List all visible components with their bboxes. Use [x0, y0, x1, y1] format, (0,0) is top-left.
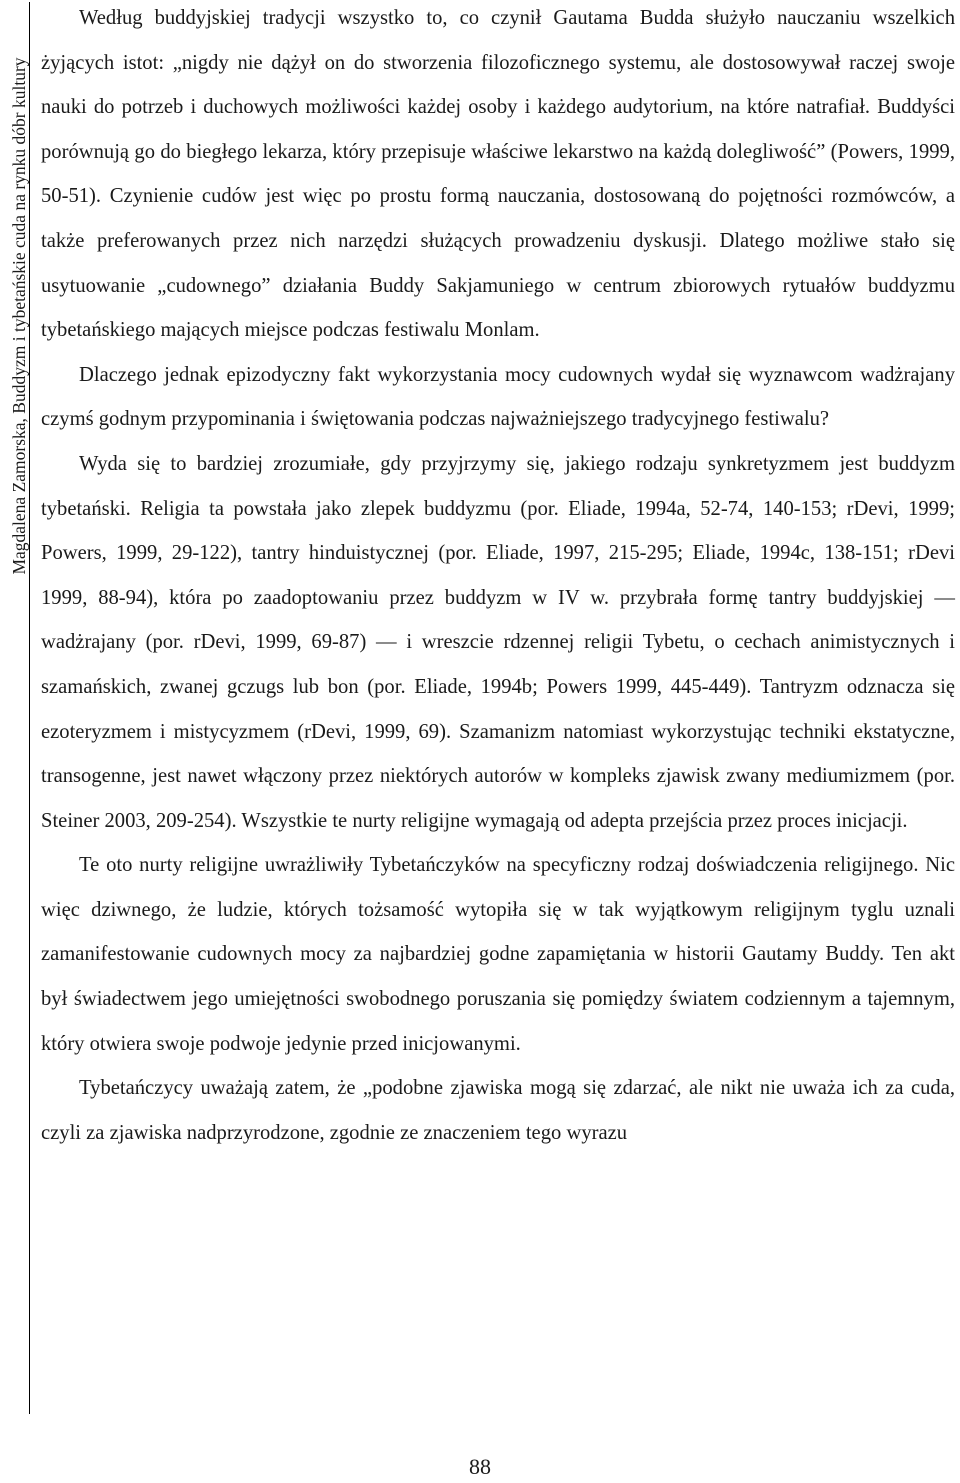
- running-head-text: Magdalena Zamorska, Buddyzm i tybetańskie cuda na rynku dóbr kultury: [9, 57, 29, 575]
- paragraph-4: Te oto nurty religijne uwrażliwiły Tybetańczyków na specyficzny rodzaj doświadczenia religijnego. Nic więc dziwnego, że ludzie, których tożsamość wytopiła się w tak wyjątkowym religijnym tyglu uznali zamanifestowanie cudownych mocy za najbardziej godne zapamiętania w historii Gautamy Buddy. Ten akt był świadectwem jego umiejętności swobodnego poruszania się pomiędzy światem codziennym a tajemnym, który otwiera swoje podwoje jedynie przed inicjowanymi.: [41, 854, 955, 1055]
- page-body: [41, 0, 955, 1155]
- page-number: 88: [469, 1454, 491, 1479]
- paragraph-2: Dlaczego jednak epizodyczny fakt wykorzystania mocy cudownych wydał się wyznawcom wadżrajany czymś godnym przypominania i świętowania podczas najważniejszego tradycyjnego festiwalu?: [41, 363, 955, 431]
- running-head: [0, 0, 30, 632]
- paragraph-3: Wyda się to bardziej zrozumiałe, gdy przyjrzymy się, jakiego rodzaju synkretyzmem jest buddyzm tybetański. Religia ta powstała jako zlepek buddyzmu (por. Eliade, 1994a, 52-74, 140-153; rDevi, 1999; Powers, 1999, 29-122), tantry hinduistycznej (por. Eliade, 1997, 215-295; Eliade, 1994c, 138-151; rDevi 1999, 88-94), która po zaadoptowaniu przez buddyzm w IV w. przybrała formę tantry buddyjskiej — wadżrajany (por. rDevi, 1999, 69-87) — i wreszcie rdzennej religii Tybetu, o cechach animistycznych i szamańskich, zwanej gczugs lub bon (por. Eliade, 1994b; Powers 1999, 445-449). Tantryzm odznacza się ezoteryzmem i mistycyzmem (rDevi, 1999, 69). Szamanizm natomiast wykorzystując techniki ekstatyczne, transogenne, jest nawet włączony przez niektórych autorów w kompleks zjawisk zwany mediumizmem (por. Steiner 2003, 209-254). Wszystkie te nurty religijne wymagają od adepta przejścia przez proces inicjacji.: [41, 452, 955, 832]
- paragraph-5: Tybetańczycy uważają zatem, że „podobne zjawiska mogą się zdarzać, ale nikt nie uważa ich za cuda, czyli za zjawiska nadprzyrodzone, zgodnie ze znaczeniem tego wyrazu: [41, 1077, 955, 1144]
- vertical-rule: [29, 2, 30, 1414]
- paragraph-1: Według buddyjskiej tradycji wszystko to, co czynił Gautama Budda służyło nauczaniu wszelkich żyjących istot: „nigdy nie dążył on do stworzenia filozoficznego systemu, ale dostosowywał raczej swoje nauki do potrzeb i duchowych możliwości każdej osoby i każdego audytorium, na które natrafiał. Buddyści porównują go do biegłego lekarza, który przepisuje właściwe lekarstwo na każdą dolegliwość” (Powers, 1999, 50-51). Czynienie cudów jest więc po prostu formą nauczania, dostosowaną do pojętności rozmówców, a także preferowanych przez nich narzędzi służących prowadzeniu dyskusji. Dlatego możliwe stało się usytuowanie „cudownego” działania Buddy Sakjamuniego w centrum zbiorowych rytuałów buddyzmu tybetańskiego mających miejsce podczas festiwalu Monlam.: [41, 7, 955, 342]
